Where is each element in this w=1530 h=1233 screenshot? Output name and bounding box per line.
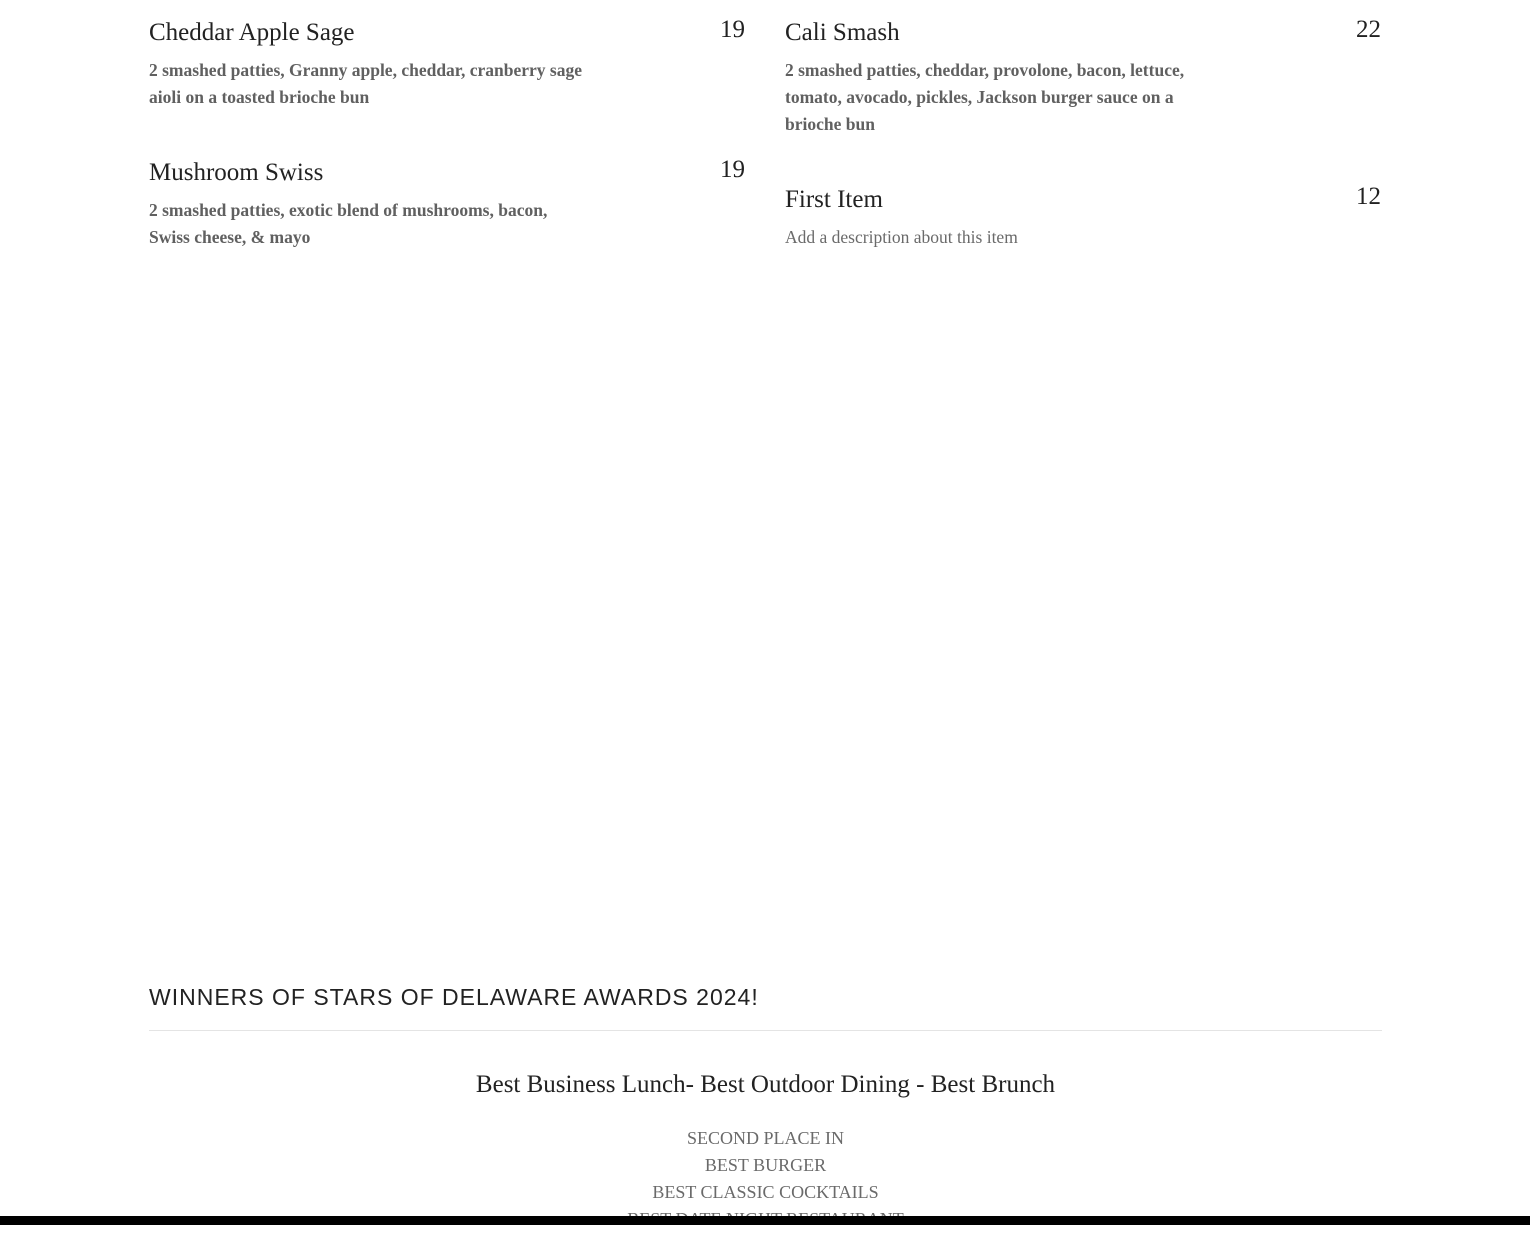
menu-item-description: 2 smashed patties, cheddar, provolone, bacon, lettuce, tomato, avocado, pickles, Jackson burger sauce on a brioche bun [785,60,1185,134]
menu-item-price: 12 [1356,183,1381,210]
menu-item-name: First Item [785,186,883,213]
awards-line: BEST CLASSIC COCKTAILS [652,1182,879,1202]
awards-line: BEST BURGER [704,1155,827,1175]
menu-item-price: 19 [720,16,745,43]
menu-item-description: 2 smashed patties, Granny apple, cheddar, cranberry sage aioli on a toasted brioche bun [149,60,582,107]
awards-divider [149,1030,1382,1031]
menu-item-name: Mushroom Swiss [149,159,324,186]
menu-item-price: 19 [720,156,745,183]
awards-heading: WINNERS OF STARS OF DELAWARE AWARDS 2024! [149,984,759,1010]
menu-item-price: 22 [1356,16,1381,43]
awards-subheading: Best Business Lunch- Best Outdoor Dining - Best Brunch [475,1071,1056,1098]
menu-item-description: 2 smashed patties, exotic blend of mushrooms, bacon, Swiss cheese, & mayo [149,200,548,247]
awards-line: SECOND PLACE IN [686,1128,844,1148]
menu-item-name: Cheddar Apple Sage [149,19,355,46]
menu-item-name: Cali Smash [785,19,900,46]
bottom-bar [0,1216,1530,1225]
menu-item-description: Add a description about this item [785,227,1018,247]
